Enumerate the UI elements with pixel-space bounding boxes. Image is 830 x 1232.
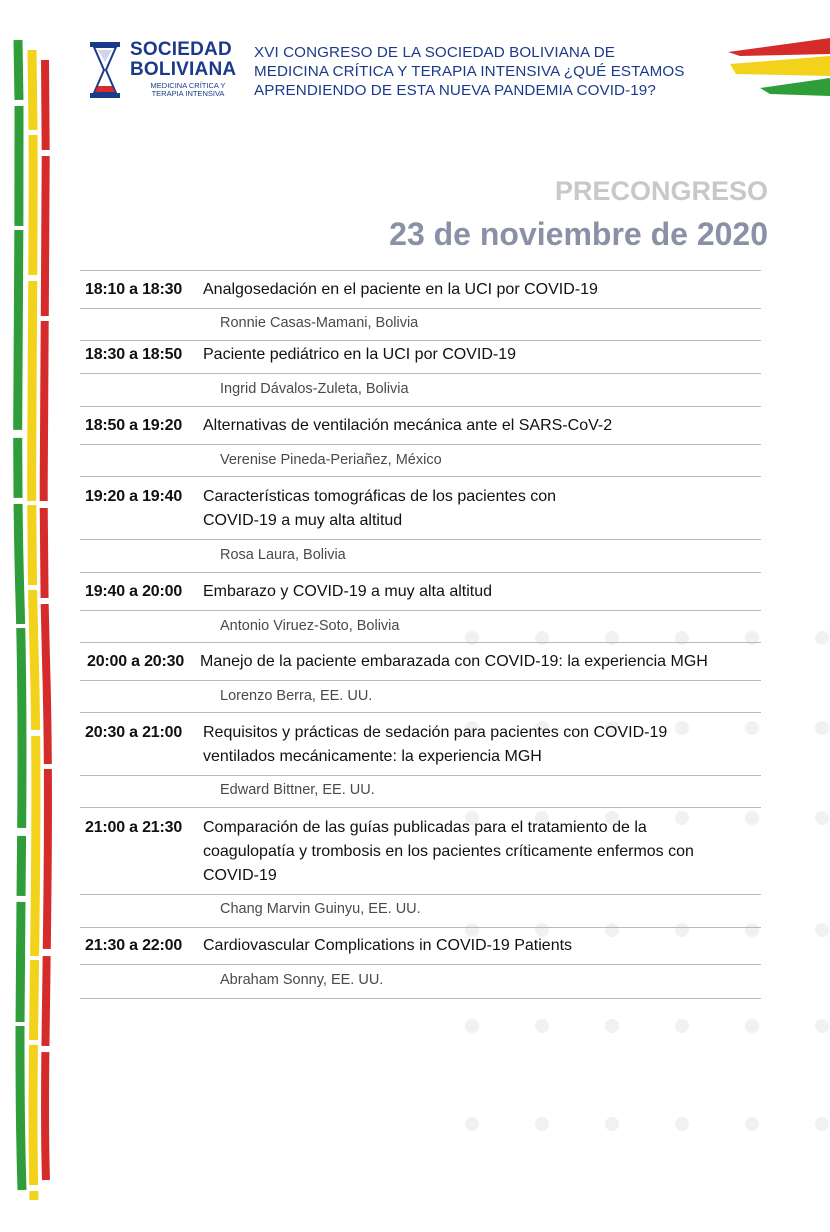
divider <box>80 406 761 407</box>
session-title <box>203 278 743 302</box>
flag-stripes-decoration <box>0 0 60 1232</box>
divider <box>80 539 761 540</box>
red-stripe <box>44 60 48 1180</box>
section-label: PRECONGRESO <box>554 176 768 206</box>
divider <box>80 373 761 374</box>
session-time: 21:30 a 22:00 <box>85 937 183 954</box>
green-stripe <box>18 40 22 1190</box>
session-speaker: Verenise Pineda-Periañez, México <box>220 452 442 468</box>
congress-title <box>254 43 724 100</box>
yellow-stripe <box>32 50 36 1200</box>
session-speaker: Ingrid Dávalos-Zuleta, Bolivia <box>220 381 409 397</box>
divider <box>80 572 761 573</box>
logo-subtitle <box>138 82 238 98</box>
session-speaker: Lorenzo Berra, EE. UU. <box>220 688 373 704</box>
session-time: 18:30 a 18:50 <box>85 346 183 363</box>
session-time: 18:50 a 19:20 <box>85 417 183 434</box>
section-date: 23 de noviembre de 2020 <box>389 216 768 252</box>
logo-subtitle-line-2: TERAPIA INTENSIVA <box>151 89 225 98</box>
session-speaker: Abraham Sonny, EE. UU. <box>220 972 384 988</box>
session-time: 21:00 a 21:30 <box>85 819 183 836</box>
session-title-line: Alternativas de ventilación mecánica ante el SARS-CoV-2 <box>203 417 613 434</box>
session-title-line: COVID-19 <box>203 867 277 884</box>
congress-title-line: XVI CONGRESO DE LA SOCIEDAD BOLIVIANA DE <box>254 44 616 61</box>
session-time: 20:00 a 20:30 <box>87 653 185 670</box>
session-speaker: Edward Bittner, EE. UU. <box>220 782 375 798</box>
session-speaker: Chang Marvin Guinyu, EE. UU. <box>220 901 421 917</box>
logo-subtitle-line-1: MEDICINA CRÍTICA Y <box>150 81 226 90</box>
session-speaker: Ronnie Casas-Mamani, Bolivia <box>220 315 419 331</box>
logo-line-2: BOLIVIANA <box>130 59 237 80</box>
divider <box>80 775 761 776</box>
session-title-line: Analgosedación en el paciente en la UCI por COVID-19 <box>203 281 598 298</box>
congress-title-line: MEDICINA CRÍTICA Y TERAPIA INTENSIVA ¿QUÉ ESTAMOS <box>254 63 685 80</box>
session-time: 20:30 a 21:00 <box>85 724 183 741</box>
divider <box>80 610 761 611</box>
divider <box>80 642 761 643</box>
hourglass-icon <box>88 42 122 98</box>
divider <box>80 444 761 445</box>
session-title-line: Cardiovascular Complications in COVID-19 Patients <box>203 937 573 954</box>
session-title <box>203 721 743 769</box>
session-title <box>203 343 743 367</box>
divider <box>80 270 761 271</box>
session-title <box>200 650 740 674</box>
session-title <box>203 934 743 958</box>
session-title-line: coagulopatía y trombosis en los pacientes críticamente enfermos con <box>203 843 694 860</box>
session-title-line: COVID-19 a muy alta altitud <box>203 512 403 529</box>
session-title-line: ventilados mecánicamente: la experiencia MGH <box>203 748 542 765</box>
congress-title-line: APRENDIENDO DE ESTA NUEVA PANDEMIA COVID-19? <box>254 82 656 99</box>
divider <box>80 807 761 808</box>
divider <box>80 927 761 928</box>
session-title-line: Requisitos y prácticas de sedación para pacientes con COVID-19 <box>203 724 668 741</box>
logo-line-1: SOCIEDAD <box>130 39 232 60</box>
session-time: 19:20 a 19:40 <box>85 488 183 505</box>
session-speaker: Antonio Viruez-Soto, Bolivia <box>220 618 400 634</box>
session-title <box>203 414 743 438</box>
session-time: 18:10 a 18:30 <box>85 281 183 298</box>
divider <box>80 308 761 309</box>
session-title <box>203 580 743 604</box>
session-speaker: Rosa Laura, Bolivia <box>220 547 346 563</box>
divider <box>80 712 761 713</box>
divider <box>80 476 761 477</box>
session-time: 19:40 a 20:00 <box>85 583 183 600</box>
session-title-line: Embarazo y COVID-19 a muy alta altitud <box>203 583 493 600</box>
divider <box>80 998 761 999</box>
session-title <box>203 485 743 533</box>
session-title-line: Paciente pediátrico en la UCI por COVID-19 <box>203 346 517 363</box>
session-title-line: Manejo de la paciente embarazada con COVID-19: la experiencia MGH <box>200 653 708 670</box>
society-logo <box>88 40 244 104</box>
session-title-line: Comparación de las guías publicadas para el tratamiento de la <box>203 819 647 836</box>
divider <box>80 964 761 965</box>
divider <box>80 340 761 341</box>
divider <box>80 894 761 895</box>
flag-brush-decoration <box>720 30 830 100</box>
divider <box>80 680 761 681</box>
session-title-line: Características tomográficas de los pacientes con <box>203 488 557 505</box>
session-title <box>203 816 743 888</box>
